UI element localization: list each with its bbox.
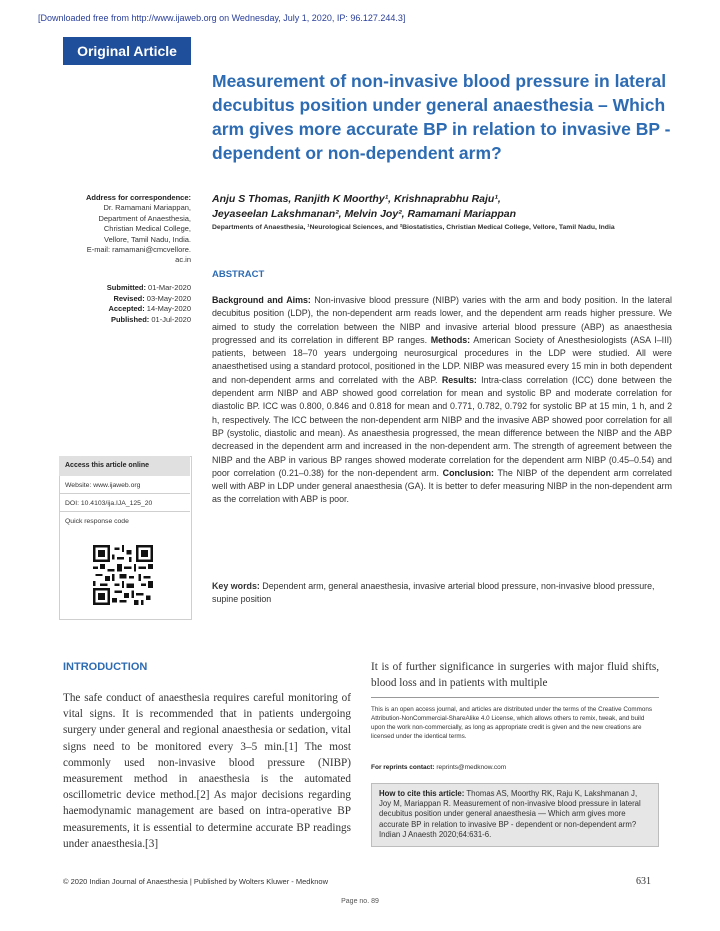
date-label: Accepted: bbox=[108, 304, 145, 314]
date-label: Submitted: bbox=[106, 283, 146, 292]
access-website[interactable]: Website: www.ijaweb.org bbox=[59, 477, 190, 494]
qr-code-icon[interactable] bbox=[93, 545, 153, 605]
license-notice: This is an open access journal, and articles are distributed under the terms of the Creative Commons Attribution-NonCommercial-ShareAlike 4.0 License, which allows others to remix, tweak, and build upon the work non-commercially, as long as appropriate credit is given and the new creations are licensed under the identical terms. bbox=[371, 706, 653, 740]
authors bbox=[212, 192, 682, 222]
date-row bbox=[40, 294, 191, 305]
abstract-heading: ABSTRACT bbox=[212, 269, 265, 280]
correspondence-line: Department of Anaesthesia, bbox=[98, 213, 191, 223]
abstract-methods-text: American Society of Anesthesiologists (ASA I–III) patients, between 18–70 years undergoing neurosurgical procedures in the LDP were studied. All were anaesthetised using a standard protocol, positioned in the LDP. NIBP was measured every 15 min in both dependent and non-dependent arms and correlated with the ABP. bbox=[212, 334, 672, 385]
abstract-conclusion-text: The NIBP of the dependent arm correlated well with ABP in LDP under general anaesthesia (GA). It is better to defer measuring NIBP in the non-dependent arm as the correlation with ABP is poor. bbox=[212, 467, 672, 505]
download-notice: [Downloaded free from http://www.ijaweb.org on Wednesday, July 1, 2020, IP: 96.127.244.3] bbox=[38, 13, 406, 23]
introduction-heading: INTRODUCTION bbox=[63, 661, 148, 673]
authors-line: Anju S Thomas, Ranjith K Moorthy¹, Krishnaprabhu Raju¹, bbox=[212, 193, 501, 205]
date-value: 03-May-2020 bbox=[146, 293, 191, 303]
correspondence-line: Christian Medical College, bbox=[103, 224, 191, 234]
keywords-text: Dependent arm, general anaesthesia, invasive arterial blood pressure, non-invasive blood pressure, supine position bbox=[212, 581, 655, 605]
abstract-results-text: Intra-class correlation (ICC) done between the dependent arm NIBP and ABP showed good correlation for mean and systolic BP and moderate correlation for diastolic BP. ICC was 0.800, 0.846 and 0.818 for mean and 0.771, 0.782, 0.792 for systolic BP at 15 min, 1 h, and 2 h, respectively. The ICC between the non-dependent arm NIBP and the invasive ABP showed poor correlation for all BP (systolic, diastolic and mean). As anaesthesia progressed, the mean difference between the NIBP and the ABP decreased in the dependent arm and increased in the non-dependent arm. The strength of agreement between the NIBP and the ABP in various BP ranges showed moderate correlation for the dependent arm NIBP (0.45–0.54) and poor correlation (0.21–0.38) for the non-dependent arm. bbox=[212, 374, 672, 478]
date-value: 01-Mar-2020 bbox=[148, 283, 191, 292]
reprints-label: For reprints contact: bbox=[371, 764, 435, 771]
date-row bbox=[40, 304, 191, 315]
article-title: Measurement of non-invasive blood pressure in lateral decubitus position under general anaesthesia – Which arm gives more accurate BP in relation to invasive BP - dependent or non-dependent arm? bbox=[212, 71, 671, 163]
access-heading: Access this article online bbox=[59, 456, 190, 476]
page-number: 631 bbox=[636, 876, 651, 887]
citation-label: How to cite this article: bbox=[379, 789, 465, 798]
abstract-body bbox=[212, 294, 672, 507]
divider bbox=[371, 697, 659, 698]
keywords bbox=[212, 580, 672, 607]
access-qr-label: Quick response code bbox=[65, 518, 129, 525]
abstract-bg-label: Background and Aims: bbox=[212, 295, 311, 305]
introduction-text-col2: It is of further significance in surgeries with major fluid shifts, blood loss and in patients with multiple bbox=[371, 661, 659, 690]
correspondence-email[interactable]: E-mail: ramamani@cmcvellore. bbox=[86, 245, 191, 255]
correspondence-block bbox=[40, 193, 191, 266]
affiliations: Departments of Anaesthesia, ¹Neurological Sciences, and ²Biostatistics, Christian Medical College, Vellore, Tamil Nadu, India bbox=[212, 224, 615, 231]
article-type-badge: Original Article bbox=[63, 37, 191, 65]
authors-line: Jeyaseelan Lakshmanan², Melvin Joy², Ramamani Mariappan bbox=[212, 208, 517, 220]
abstract-bg-text: Non-invasive blood pressure (NIBP) varies with the arm and body position. In the lateral decubitus position (LDP), the non-dependent arm reads lower, and the dependent arm reads higher pressure. We aimed to study the correlation between the NIBP and invasive arterial blood pressure (ABP) as anaesthesia progressed and its correlation in different BP ranges. bbox=[212, 295, 672, 345]
page-no-label: Page no. 89 bbox=[341, 898, 379, 905]
date-row bbox=[40, 315, 191, 326]
introduction-text: The safe conduct of anaesthesia requires careful monitoring of vital signs. It is recommended that in patients undergoing surgery under general and regional anaesthesia or sedation, vital signs need to be monitored every 3–5 min.[1] The most commonly used non-invasive blood pressure (NIBP) measurement method in anaesthesia is the automated oscillometric device method.[2] As major decisions regarding haemodynamic management are based on intra-operative BP measurements, it is essential to determine accurate BP readings under anaesthesia.[3] bbox=[63, 692, 351, 850]
correspondence-heading: Address for correspondence: bbox=[85, 193, 191, 202]
date-label: Revised: bbox=[113, 293, 145, 303]
abstract-results-label: Results: bbox=[441, 374, 477, 385]
date-value: 01-Jul-2020 bbox=[151, 314, 191, 324]
correspondence-line: Dr. Ramamani Mariappan, bbox=[103, 203, 191, 213]
footer-copyright: © 2020 Indian Journal of Anaesthesia | Published by Wolters Kluwer - Medknow bbox=[63, 877, 328, 886]
citation-box bbox=[371, 783, 659, 847]
keywords-label: Key words: bbox=[212, 581, 260, 591]
abstract-methods-label: Methods: bbox=[430, 334, 471, 345]
citation-text: Thomas AS, Moorthy RK, Raju K, Lakshmanan J, Joy M, Mariappan R. Measurement of non-invasive blood pressure in lateral decubitus position under general anaesthesia — Which arm gives more accurate BP in relation to invasive BP - dependent or non-dependent arm? Indian J Anaesth 2020;64:631-6. bbox=[379, 789, 641, 839]
date-label: Published: bbox=[110, 314, 150, 324]
date-row bbox=[40, 283, 191, 294]
reprints-email[interactable]: reprints@medknow.com bbox=[434, 764, 507, 771]
date-value: 14-May-2020 bbox=[146, 304, 191, 314]
abstract-conclusion-label: Conclusion: bbox=[442, 467, 494, 478]
reprints-contact bbox=[371, 764, 506, 771]
dates-block bbox=[40, 283, 191, 325]
access-doi[interactable]: DOI: 10.4103/ija.IJA_125_20 bbox=[59, 495, 190, 512]
correspondence-email-cont[interactable]: ac.in bbox=[175, 255, 191, 265]
correspondence-line: Vellore, Tamil Nadu, India. bbox=[104, 234, 191, 244]
